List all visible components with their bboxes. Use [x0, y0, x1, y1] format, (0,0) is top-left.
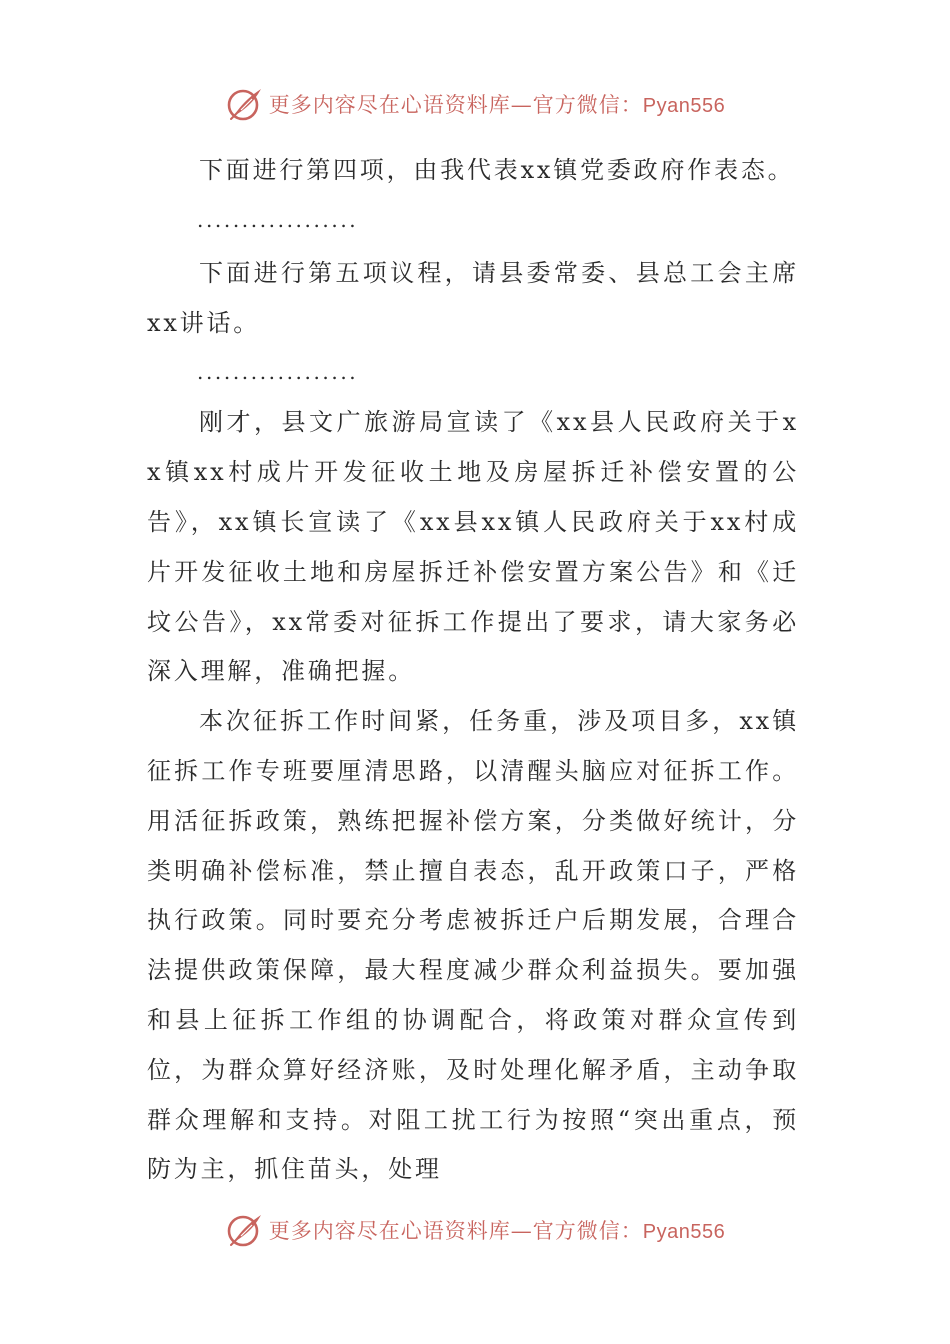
- header-banner-label: 更多内容尽在心语资料库—官方微信：: [268, 93, 643, 117]
- header-banner-wechat-id: Pyan556: [642, 95, 726, 117]
- paragraph-announcements: 刚才，县文广旅游局宣读了《xx县人民政府关于xx镇xx村成片开发征收土地及房屋拆迁补偿安置的公告》，xx镇长宣读了《xx县xx镇人民政府关于xx村成片开发征收土地和房屋拆迁补偿安置方案公告》和《迁坟公告》，xx常委对征拆工作提出了要求，请大家务必深入理解，准确把握。: [147, 408, 799, 686]
- footer-banner: [0, 1208, 950, 1252]
- header-banner: [0, 82, 950, 126]
- paragraph-item-5: 下面进行第五项议程，请县委常委、县总工会主席xx讲话。: [147, 258, 799, 337]
- ellipsis-separator: ..................: [197, 360, 359, 385]
- footer-banner-text: [269, 1215, 725, 1245]
- paragraph-item-4: 下面进行第四项，由我代表xx镇党委政府作表态。: [199, 156, 795, 184]
- footer-banner-wechat-id: Pyan556: [642, 1221, 726, 1243]
- header-banner-text: [269, 89, 725, 119]
- quill-logo-icon: [225, 84, 265, 124]
- document-body: [147, 146, 799, 1195]
- footer-banner-label: 更多内容尽在心语资料库—官方微信：: [268, 1219, 643, 1243]
- ellipsis-separator: ..................: [197, 207, 359, 232]
- quill-logo-icon: [225, 1210, 265, 1250]
- paragraph-work-requirements: 本次征拆工作时间紧，任务重，涉及项目多，xx镇征拆工作专班要厘清思路，以清醒头脑应对征拆工作。用活征拆政策，熟练把握补偿方案，分类做好统计，分类明确补偿标准，禁止擅自表态，乱开政策口子，严格执行政策。同时要充分考虑被拆迁户后期发展，合理合法提供政策保障，最大程度减少群众利益损失。要加强和县上征拆工作组的协调配合，将政策对群众宣传到位，为群众算好经济账，及时处理化解矛盾，主动争取群众理解和支持。对阻工扰工行为按照“突出重点，预防为主，抓住苗头，处理: [147, 707, 799, 1184]
